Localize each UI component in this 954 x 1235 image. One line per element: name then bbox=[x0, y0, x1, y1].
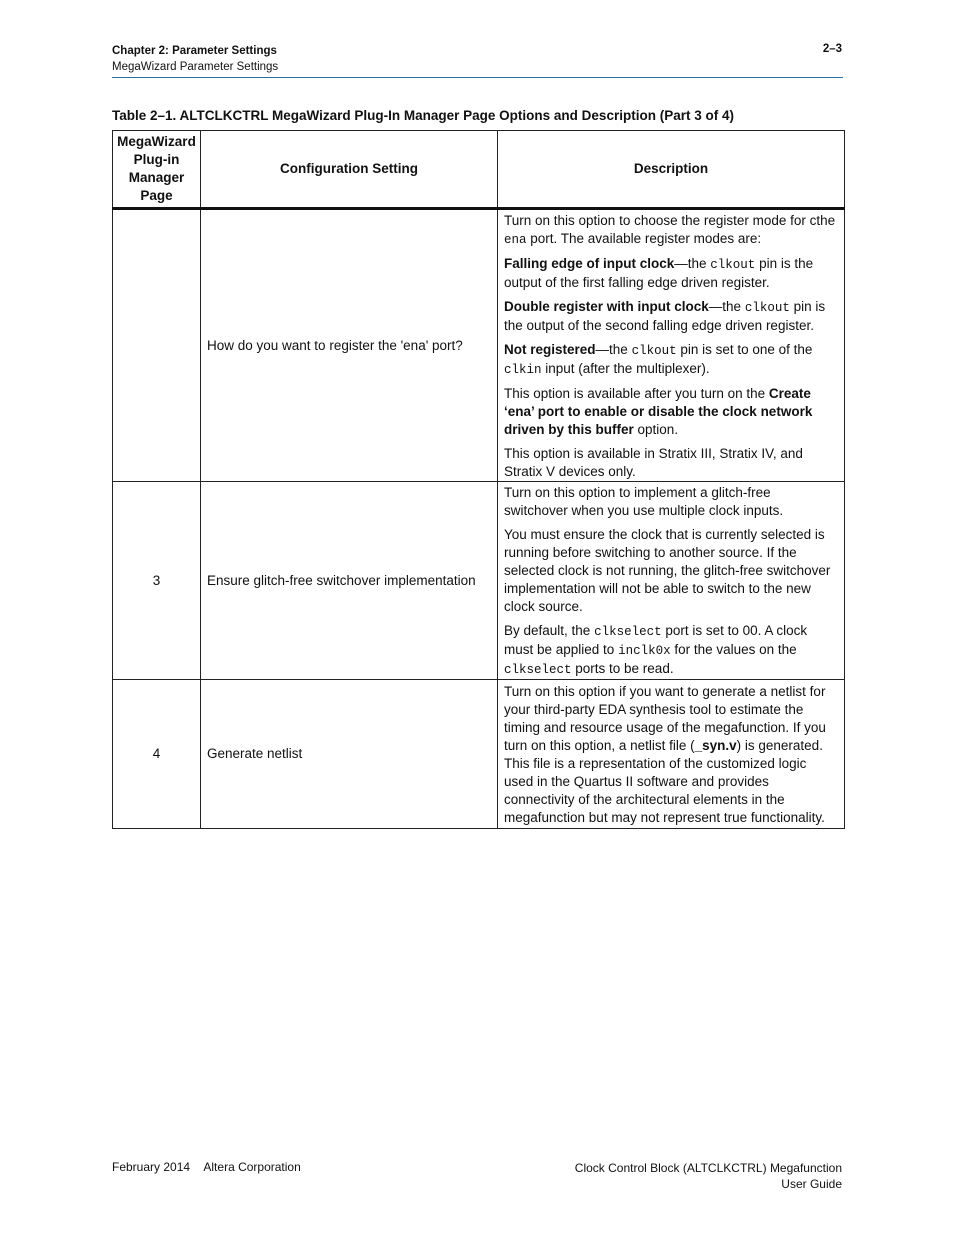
term-not-registered: Not registered bbox=[504, 342, 596, 357]
table-row bbox=[113, 680, 845, 829]
table-row bbox=[113, 209, 845, 482]
code-clkout: clkout bbox=[631, 344, 677, 358]
desc-paragraph bbox=[504, 683, 838, 827]
text: pin is the output of the second falling edge driven register. bbox=[504, 299, 826, 333]
desc-paragraph: You must ensure the clock that is currently selected is running before switching to another source. If the selected clock is not running, the glitch-free switchover implementation will not be able to switch to the new clock source. bbox=[504, 527, 831, 614]
code-clkselect: clkselect bbox=[504, 663, 572, 677]
code-clkin: clkin bbox=[504, 363, 542, 377]
header-setting: Configuration Setting bbox=[201, 131, 498, 209]
footer-doc-title: Clock Control Block (ALTCLKCTRL) Megafunction bbox=[574, 1161, 842, 1175]
desc-paragraph bbox=[504, 212, 838, 249]
text: —the bbox=[674, 256, 711, 271]
footer-date: February 2014 bbox=[112, 1160, 191, 1174]
footer-company: Altera Corporation bbox=[203, 1160, 301, 1174]
desc-paragraph: This option is available in Stratix III, Stratix IV, and Stratix V devices only. bbox=[504, 446, 803, 479]
footer-right bbox=[575, 1160, 842, 1192]
desc-paragraph bbox=[504, 298, 838, 335]
text: input (after the multiplexer). bbox=[541, 361, 710, 376]
text: Turn on this option if you want to generate a netlist for your third-party EDA synthesis tool to estimate the timing and resource usage of the megafunction. If you turn on this option, a netlist file ( bbox=[504, 684, 826, 753]
text: pin is set to one of the bbox=[676, 342, 813, 357]
row-page: 4 bbox=[113, 680, 201, 829]
table-caption: Table 2–1. ALTCLKCTRL MegaWizard Plug-In Manager Page Options and Description (Part 3 of 4) bbox=[112, 108, 734, 123]
row-description bbox=[498, 209, 845, 482]
row-page bbox=[113, 209, 201, 482]
term-falling-edge: Falling edge of input clock bbox=[504, 256, 675, 271]
page-number: 2–3 bbox=[822, 43, 842, 55]
code-clkselect: clkselect bbox=[594, 625, 662, 639]
text: port. The available register modes are: bbox=[526, 231, 762, 246]
term-double-register: Double register with input clock bbox=[504, 299, 709, 314]
desc-paragraph bbox=[504, 255, 838, 292]
desc-paragraph bbox=[504, 385, 838, 439]
row-description bbox=[498, 482, 845, 680]
chapter-title: Chapter 2: Parameter Settings bbox=[112, 45, 277, 57]
footer-doc-type: User Guide bbox=[781, 1177, 842, 1191]
text: —the bbox=[708, 299, 745, 314]
text: pin is the output of the first falling edge driven register. bbox=[504, 256, 814, 290]
code-ena: ena bbox=[504, 233, 527, 247]
footer-left bbox=[112, 1160, 301, 1174]
header-rule bbox=[112, 77, 843, 78]
code-clkout: clkout bbox=[744, 301, 790, 315]
text: ) is generated. This file is a representation of the customized logic used in the Quartus II software and provides connectivity of the architectural elements in the megafunction but may not represent true functionality. bbox=[504, 738, 825, 825]
table-header-row bbox=[113, 131, 845, 209]
row-page: 3 bbox=[113, 482, 201, 680]
file-name: _syn.v bbox=[694, 738, 737, 753]
row-setting: Ensure glitch-free switchover implementation bbox=[201, 482, 498, 680]
text: —the bbox=[595, 342, 632, 357]
row-setting: Generate netlist bbox=[201, 680, 498, 829]
running-header bbox=[112, 43, 278, 75]
code-clkout: clkout bbox=[710, 258, 756, 272]
desc-paragraph: Turn on this option to implement a glitch-free switchover when you use multiple clock inputs. bbox=[504, 485, 784, 518]
text: for the values on the bbox=[670, 642, 797, 657]
text: Turn on this option to choose the register mode for cthe bbox=[504, 213, 836, 228]
header-page: MegaWizard Plug-in Manager Page bbox=[113, 131, 201, 209]
text: option. bbox=[633, 422, 679, 437]
text: ports to be read. bbox=[571, 661, 674, 676]
row-setting: How do you want to register the 'ena' port? bbox=[201, 209, 498, 482]
desc-paragraph bbox=[504, 622, 838, 679]
desc-paragraph bbox=[504, 341, 838, 379]
text: This option is available after you turn on the bbox=[504, 386, 769, 401]
header-description: Description bbox=[498, 131, 845, 209]
table-row bbox=[113, 482, 845, 680]
text: port is set to 00. A clock must be applied to bbox=[504, 623, 808, 657]
code-inclk0x: inclk0x bbox=[618, 644, 671, 658]
text: By default, the bbox=[504, 623, 595, 638]
section-title: MegaWizard Parameter Settings bbox=[112, 61, 279, 73]
row-description bbox=[498, 680, 845, 829]
option-name: Create ‘ena’ port to enable or disable the clock network driven by this buffer bbox=[504, 386, 813, 437]
options-table bbox=[112, 130, 845, 829]
